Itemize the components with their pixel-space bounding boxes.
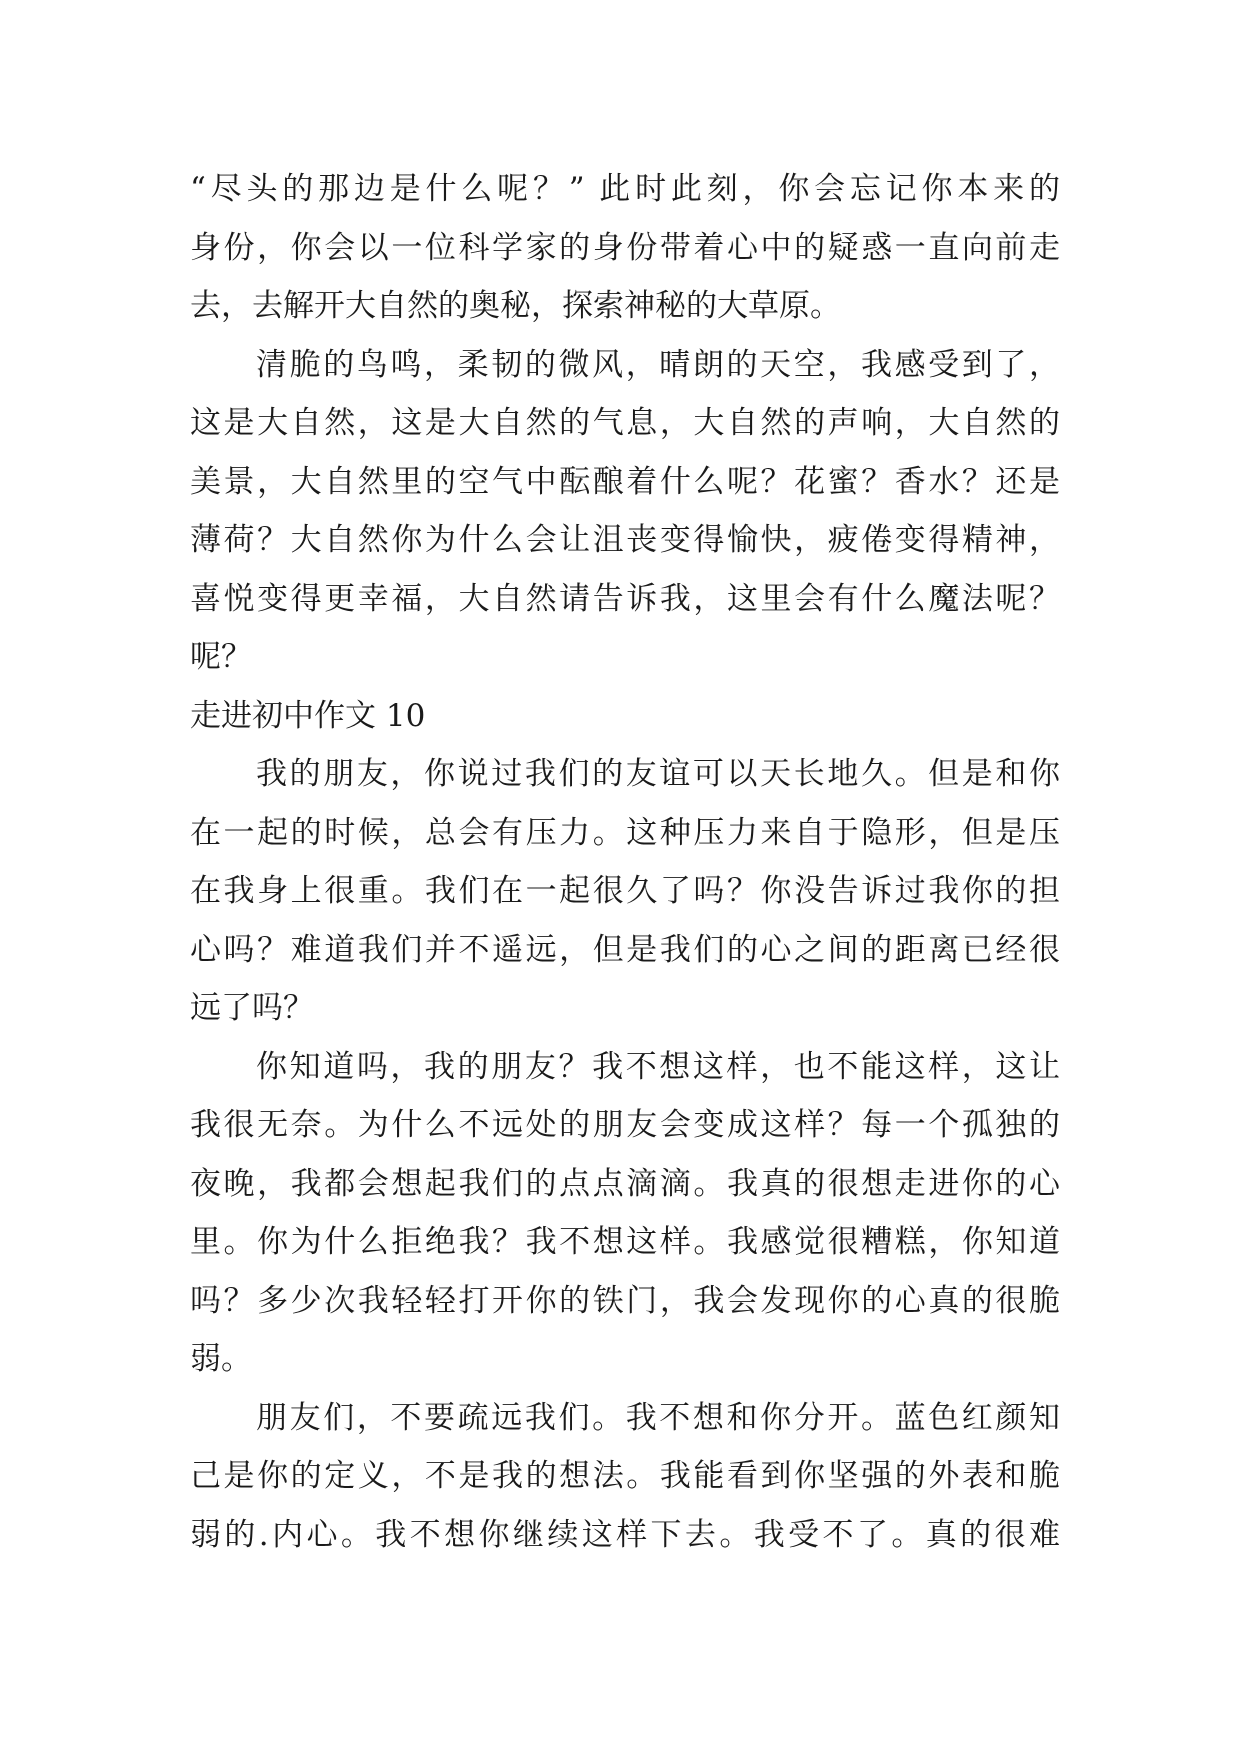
text-line: 朋友们，不要疏远我们。我不想和你分开。蓝色红颜知 bbox=[256, 1399, 1060, 1436]
text-line: 在我身上很重。我们在一起很久了吗？你没告诉过我你的担 bbox=[190, 873, 1060, 909]
text-line: 清脆的鸟鸣，柔韧的微风，晴朗的天空，我感受到了， bbox=[256, 346, 1060, 383]
document-body bbox=[190, 160, 1060, 1564]
text-line: 你知道吗，我的朋友？我不想这样，也不能这样，这让 bbox=[256, 1048, 1060, 1085]
text-line: 心吗？难道我们并不遥远，但是我们的心之间的距离已经很 bbox=[190, 931, 1060, 968]
text-line: 吗？多少次我轻轻打开你的铁门，我会发现你的心真的很脆 bbox=[190, 1282, 1060, 1319]
text-line: 里。你为什么拒绝我？我不想这样。我感觉很糟糕，你知道 bbox=[190, 1224, 1060, 1260]
text-line: 弱。 bbox=[190, 1341, 252, 1377]
text-line: “尽头的那边是什么呢？” 此时此刻，你会忘记你本来的 bbox=[190, 171, 1060, 207]
paragraph bbox=[190, 1389, 1060, 1565]
paragraph bbox=[190, 336, 1060, 687]
text-line: 夜晚，我都会想起我们的点点滴滴。我真的很想走进你的心 bbox=[190, 1165, 1060, 1202]
text-line: 我的朋友，你说过我们的友谊可以天长地久。但是和你 bbox=[256, 756, 1060, 792]
text-line: 这是大自然，这是大自然的气息，大自然的声响，大自然的 bbox=[190, 405, 1060, 441]
text-line: 去，去解开大自然的奥秘，探索神秘的大草原。 bbox=[190, 288, 841, 324]
text-line: 喜悦变得更幸福，大自然请告诉我，这里会有什么魔法呢？ bbox=[190, 580, 1060, 617]
text-line: 薄荷？大自然你为什么会让沮丧变得愉快，疲倦变得精神， bbox=[190, 522, 1060, 558]
text-line: 远了吗？ bbox=[190, 990, 314, 1026]
text-line: 身份，你会以一位科学家的身份带着心中的疑惑一直向前走 bbox=[190, 229, 1060, 266]
paragraph bbox=[190, 745, 1060, 1038]
text-line: 己是你的定义，不是我的想法。我能看到你坚强的外表和脆 bbox=[190, 1458, 1060, 1494]
paragraph bbox=[190, 160, 1060, 336]
text-line: 在一起的时候，总会有压力。这种压力来自于隐形，但是压 bbox=[190, 814, 1060, 851]
text-line: 美景，大自然里的空气中酝酿着什么呢？花蜜？香水？还是 bbox=[190, 463, 1060, 500]
text-line: 呢？ bbox=[190, 639, 252, 675]
paragraph bbox=[190, 1038, 1060, 1389]
text-line: 弱的.内心。我不想你继续这样下去。我受不了。真的很难 bbox=[190, 1516, 1060, 1553]
section-heading: 走进初中作文 10 bbox=[190, 697, 426, 734]
text-line: 我很无奈。为什么不远处的朋友会变成这样？每一个孤独的 bbox=[190, 1107, 1060, 1143]
